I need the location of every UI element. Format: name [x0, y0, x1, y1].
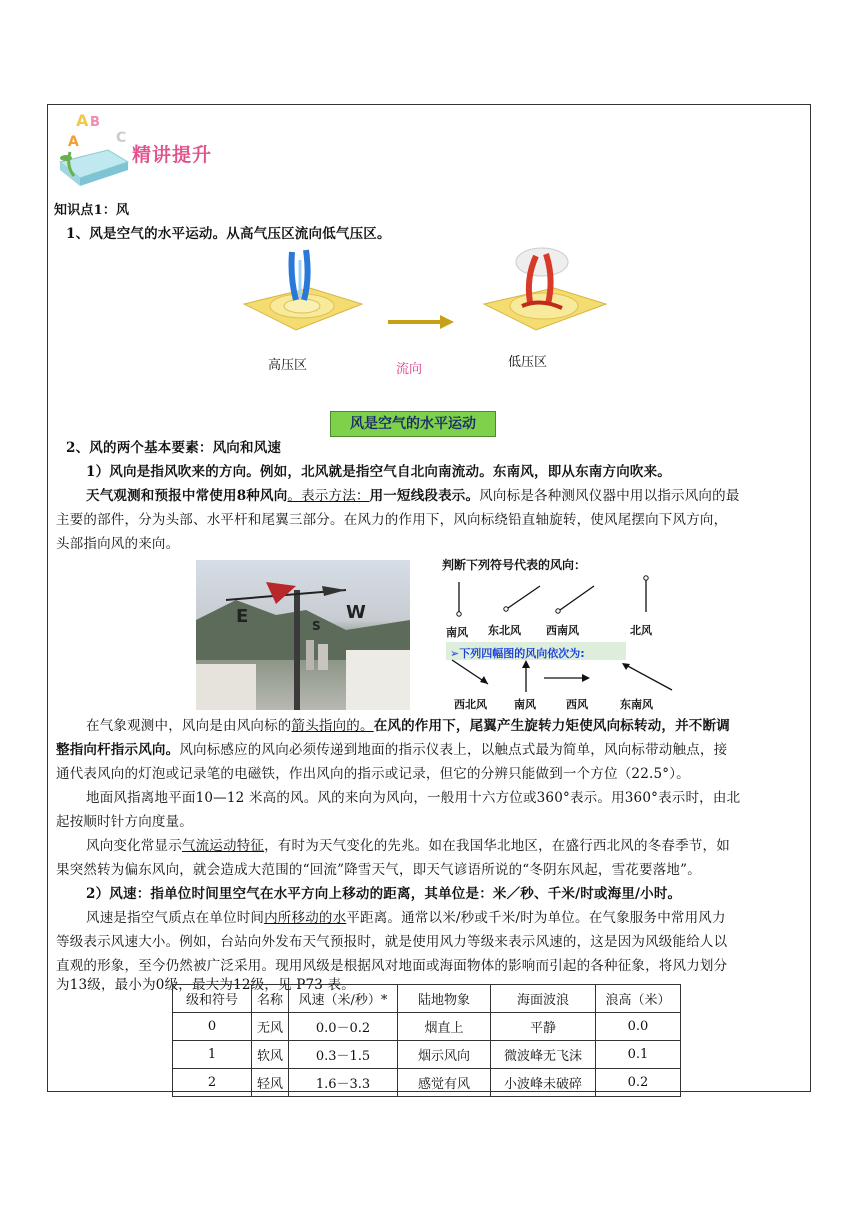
table-cell: 2	[173, 1069, 252, 1097]
table-header-cell: 陆地物象	[398, 985, 491, 1013]
wind-vane-photo	[196, 560, 410, 710]
paragraph-direction-change: 风向变化常显示气流运动特征，有时为天气变化的先兆。如在我国华北地区，在盛行西北风的冬春季节，如	[86, 838, 730, 854]
svg-text:B: B	[90, 115, 100, 130]
pressure-figure	[240, 248, 620, 398]
sub-point-1: 1）风向是指风吹来的方向。例如，北风就是指空气自北向南流动。东南风，即从东南方向吹来。	[86, 464, 671, 480]
table-cell: 轻风	[252, 1069, 289, 1097]
high-pressure-label: 高压区	[268, 358, 308, 373]
svg-text:E: E	[236, 606, 249, 627]
table-cell: 烟直上	[398, 1013, 491, 1041]
flow-label: 流向	[396, 362, 423, 377]
quiz-label-2: 东北风	[488, 624, 521, 637]
low-pressure-label: 低压区	[508, 355, 548, 370]
quiz-label-3: 西南风	[546, 624, 579, 637]
quiz-answer-3: 西风	[566, 698, 588, 711]
flow-arrow-icon	[386, 312, 456, 332]
wind-symbol-quiz	[440, 550, 680, 714]
paragraph-wind-speed-line4: 为13级，最小为0级，最大为12级，见 P73 表。	[56, 977, 355, 993]
table-cell: 0.1	[596, 1041, 681, 1069]
table-cell: 0.3－1.5	[289, 1041, 398, 1069]
banner	[56, 110, 236, 188]
table-cell: 0.0	[596, 1013, 681, 1041]
table-header-cell: 海面波浪	[491, 985, 596, 1013]
table-cell: 0.2	[596, 1069, 681, 1097]
table-cell: 无风	[252, 1013, 289, 1041]
paragraph-observation-line2: 整指向杆指示风向。风向标感应的风向必须传递到地面的指示仪表上，以触点式最为简单，风向标带动触点，接	[56, 742, 728, 758]
table-cell: 小波峰未破碎	[491, 1069, 596, 1097]
table-header-row	[173, 985, 681, 1013]
quiz-title: 判断下列符号代表的风向：	[442, 558, 587, 572]
point-1: 1、风是空气的水平运动。从高气压区流向低气压区。	[66, 226, 391, 242]
table-cell: 微波峰无飞沫	[491, 1041, 596, 1069]
svg-text:A: A	[76, 111, 89, 130]
paragraph-wind-vane: 天气观测和预报中常使用8种风向。表示方法：用一短线段表示。风向标是各种测风仪器中用以指示风向的最	[86, 488, 740, 504]
svg-text:A: A	[68, 134, 79, 150]
paragraph-wind-speed-line3: 直观的形象，至今仍然被广泛采用。现用风级是根据风对地面或海面物体的影响而引起的各种征象，将风力划分	[56, 958, 728, 974]
table-cell: 1.6－3.3	[289, 1069, 398, 1097]
table-header-cell: 名称	[252, 985, 289, 1013]
paragraph-wind-speed: 风速是指空气质点在单位时间内所移动的水平距离。通常以米/秒或千米/时为单位。在气象服务中常用风力	[86, 910, 726, 926]
table-cell: 烟示风向	[398, 1041, 491, 1069]
low-pressure-illustration	[480, 242, 610, 334]
table-row	[173, 1041, 681, 1069]
quiz-label-4: 北风	[630, 624, 652, 637]
table-header-cell: 级和符号	[173, 985, 252, 1013]
table-cell: 0	[173, 1013, 252, 1041]
table-header-cell: 浪高（米）	[596, 985, 681, 1013]
paragraph-wind-speed-line2: 等级表示风速大小。例如，台站向外发布天气预报时，就是使用风力等级来表示风速的，这是因为风级能给人以	[56, 934, 728, 950]
sub-point-2: 2）风速：指单位时间里空气在水平方向上移动的距离，其单位是：米／秒、千米/时或海里/小时。	[86, 886, 682, 902]
table-cell: 1	[173, 1041, 252, 1069]
wind-scale-table	[172, 984, 681, 1097]
paragraph-surface-wind: 地面风指离地平面10—12 米高的风。风的来向为风向，一般用十六方位或360°表示。用360°表示时，由北	[86, 790, 741, 806]
paragraph-wind-vane-line3: 头部指向风的来向。	[56, 536, 180, 552]
svg-text:S: S	[312, 619, 321, 633]
quiz-label-1: 南风	[446, 626, 468, 639]
table-row	[173, 1069, 681, 1097]
svg-text:C: C	[116, 130, 127, 146]
table-cell: 平静	[491, 1013, 596, 1041]
table-header-cell: 风速（米/秒）*	[289, 985, 398, 1013]
paragraph-observation-line3: 通代表风向的灯泡或记录笔的电磁铁，作出风向的指示或记录，但它的分辨只能做到一个方位（22.5°）。	[56, 766, 690, 782]
point-2: 2、风的两个基本要素：风向和风速	[66, 440, 282, 456]
table-cell: 0.0－0.2	[289, 1013, 398, 1041]
figure-caption: 风是空气的水平运动	[330, 411, 496, 437]
table-cell: 感觉有风	[398, 1069, 491, 1097]
paragraph-wind-vane-line2: 主要的部件，分为头部、水平杆和尾翼三部分。在风力的作用下，风向标绕铅直轴旋转，使风尾摆向下风方向，	[56, 512, 728, 528]
quiz-answer-1: 西北风	[454, 698, 487, 711]
paragraph-surface-wind-line2: 起按顺时针方向度量。	[56, 814, 193, 830]
quiz-note: ➢下列四幅图的风向依次为:	[446, 642, 626, 660]
high-pressure-illustration	[240, 248, 370, 336]
wind-symbols-row1	[440, 570, 680, 630]
banner-title: 精讲提升	[132, 144, 213, 166]
paragraph-direction-change-line2: 果突然转为偏东风向，就会造成大范围的“回流”降雪天气，即天气谚语所说的“冬阴东风起，雪花要落地”。	[56, 862, 701, 878]
wind-arrows-row2	[440, 656, 680, 696]
quiz-answer-2: 南风	[514, 698, 536, 711]
section-heading: 知识点1：风	[54, 203, 130, 218]
svg-text:W: W	[346, 602, 366, 623]
quiz-answer-4: 东南风	[620, 698, 653, 711]
table-cell: 软风	[252, 1041, 289, 1069]
table-row	[173, 1013, 681, 1041]
abc-blocks-icon	[56, 110, 136, 188]
paragraph-observation: 在气象观测中，风向是由风向标的箭头指向的。在风的作用下，尾翼产生旋转力矩使风向标转动，并不断调	[86, 718, 730, 734]
